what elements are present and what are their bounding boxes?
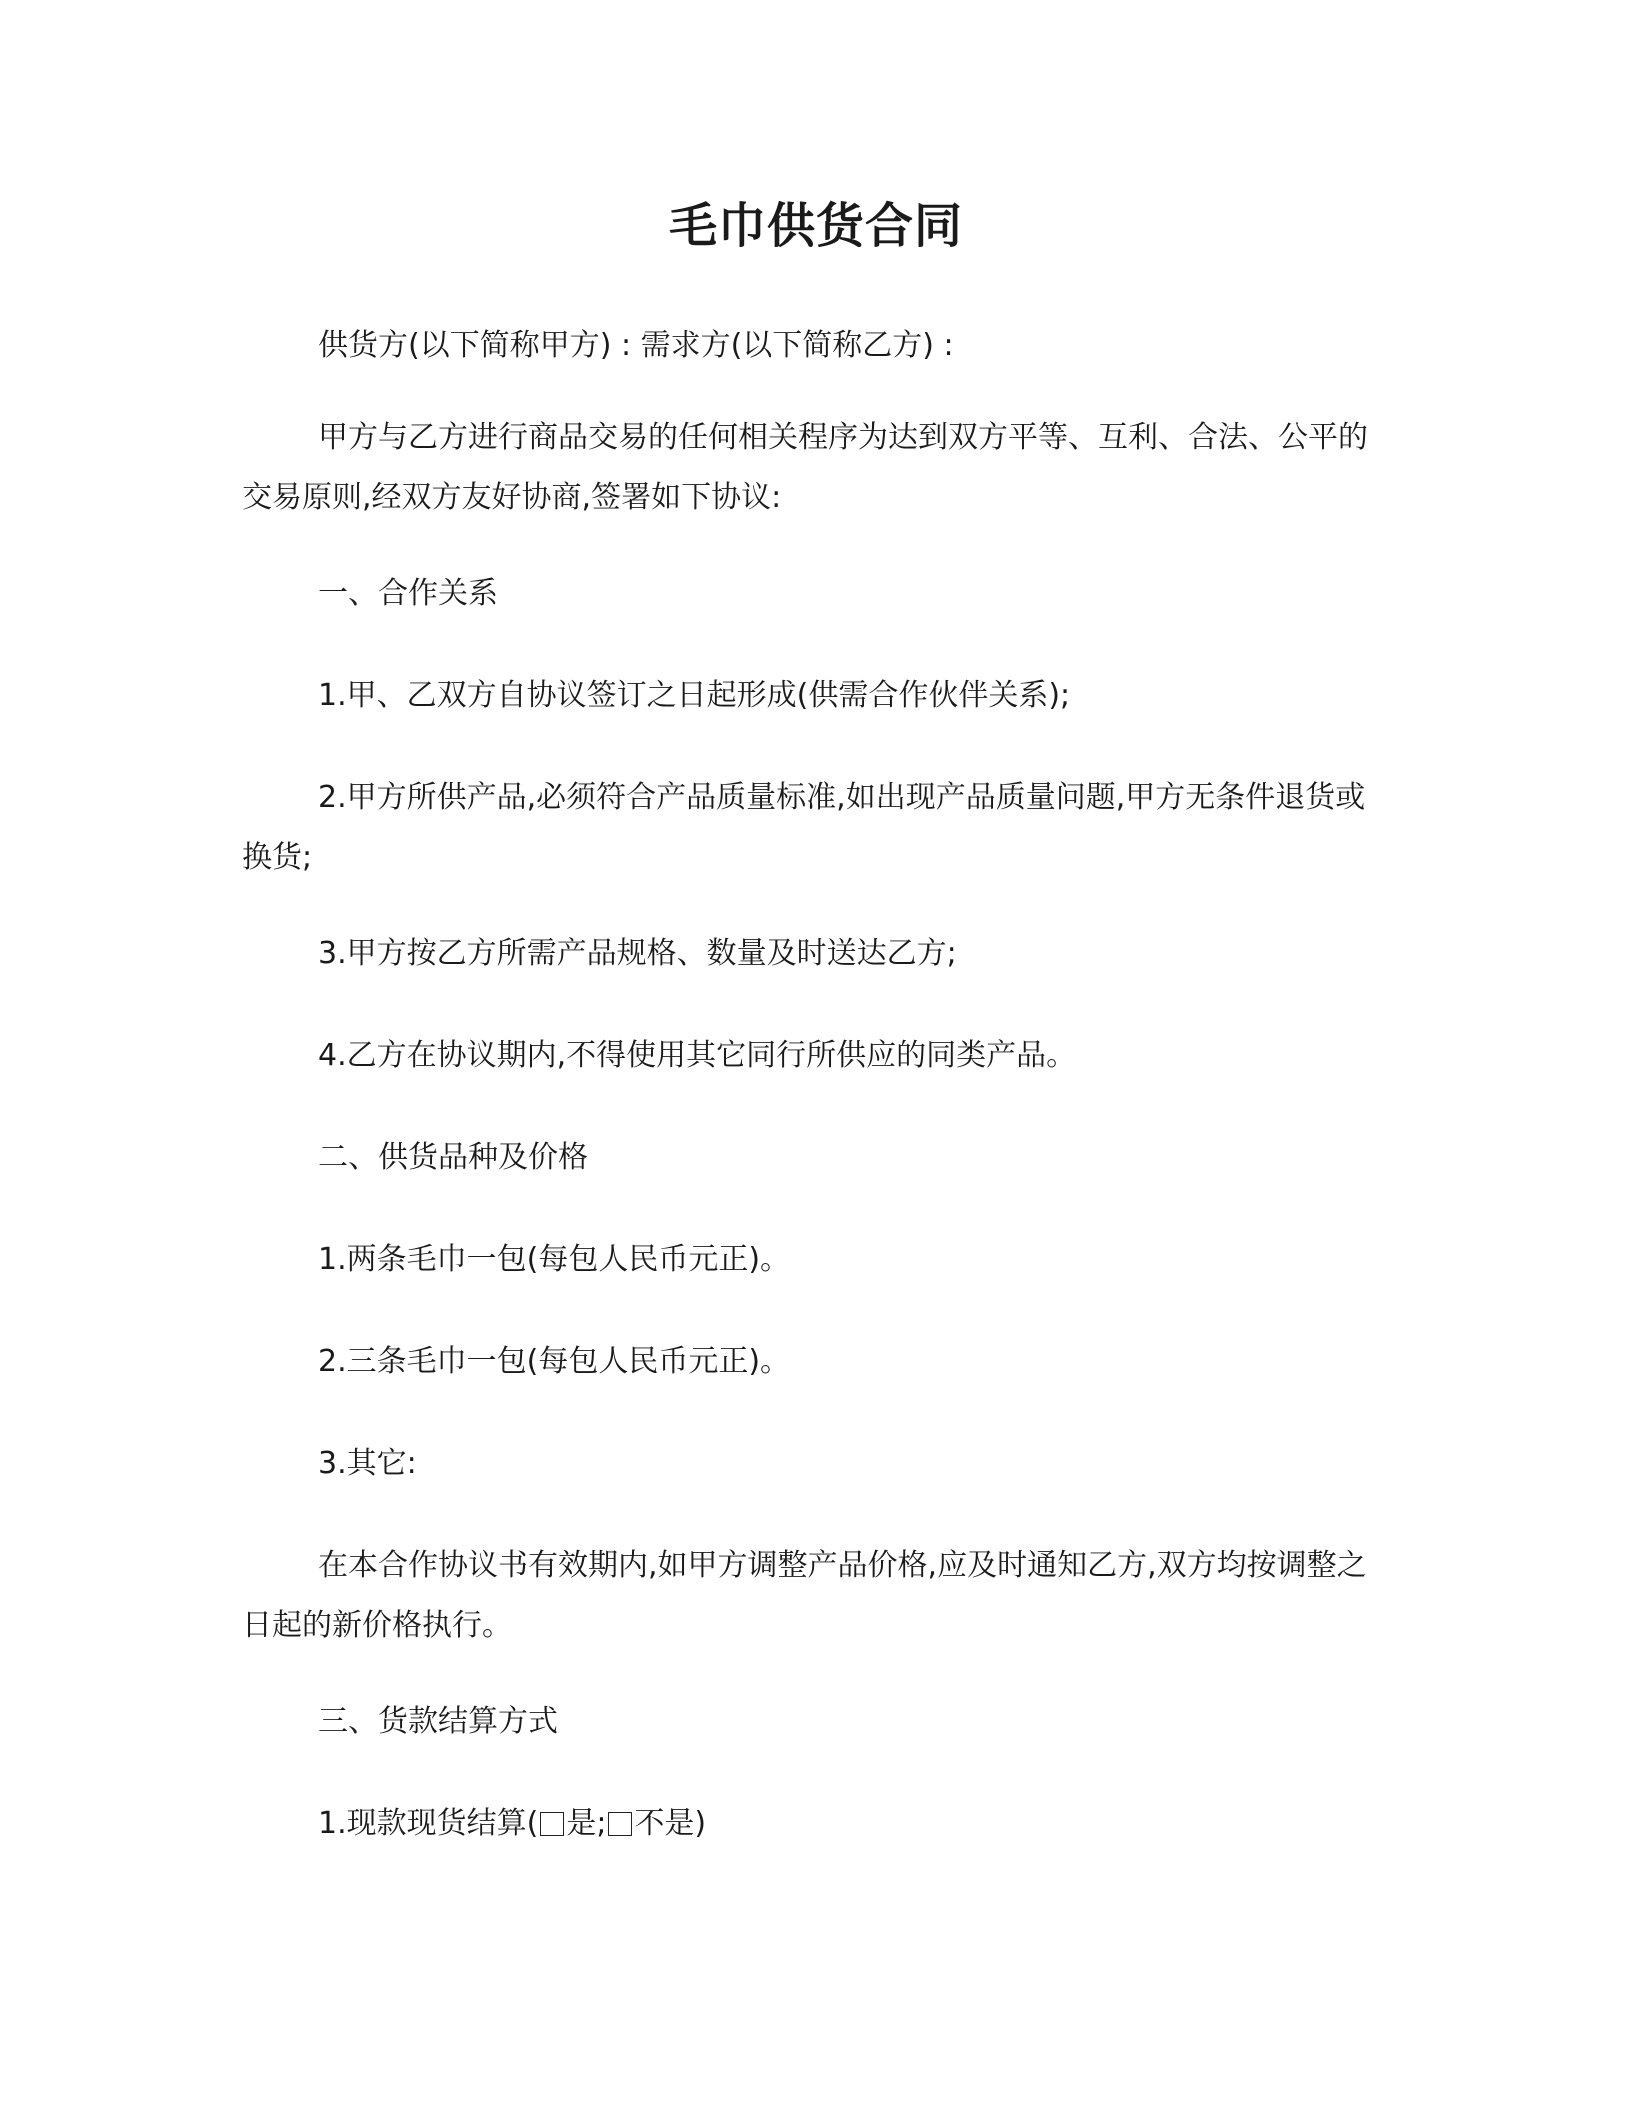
section-1-item-4: 4.乙方在协议期内,不得使用其它同行所供应的同类产品。 [318, 1038, 1077, 1073]
checkbox-no[interactable] [608, 1812, 632, 1836]
option-yes-label: 是; [566, 1806, 607, 1841]
section-3-item-1 [242, 1794, 1386, 1854]
section-1-item-3: 3.甲方按乙方所需产品规格、数量及时送达乙方; [318, 936, 957, 971]
section-2-note: 在本合作协议书有效期内,如甲方调整产品价格,应及时通知乙方,双方均按调整之日起的新价格执行。 [242, 1548, 1367, 1643]
section-2-item-3: 3.其它: [318, 1446, 417, 1481]
section-2-item-2: 2.三条毛巾一包(每包人民币元正)。 [318, 1344, 791, 1379]
section-2-item-1: 1.两条毛巾一包(每包人民币元正)。 [318, 1242, 791, 1277]
section-1-item-1: 1.甲、乙双方自协议签订之日起形成(供需合作伙伴关系); [318, 678, 1071, 713]
option-no-label: 不是) [634, 1806, 707, 1841]
parties-line: 供货方(以下简称甲方) : 需求方(以下简称乙方) : [318, 328, 954, 363]
document-title: 毛巾供货合同 [668, 198, 963, 254]
checkbox-yes[interactable] [540, 1812, 564, 1836]
section-1-item-2: 2.甲方所供产品,必须符合产品质量标准,如出现产品质量问题,甲方无条件退货或换货; [242, 780, 1366, 875]
intro-paragraph: 甲方与乙方进行商品交易的任何相关程序为达到双方平等、互利、合法、公平的交易原则,经双方友好协商,签署如下协议: [242, 420, 1368, 515]
section-2-heading: 二、供货品种及价格 [318, 1140, 588, 1175]
section-3-heading: 三、货款结算方式 [318, 1704, 558, 1739]
section-1-heading: 一、合作关系 [318, 576, 498, 611]
section-3-item-1-prefix: 1.现款现货结算( [318, 1806, 539, 1841]
